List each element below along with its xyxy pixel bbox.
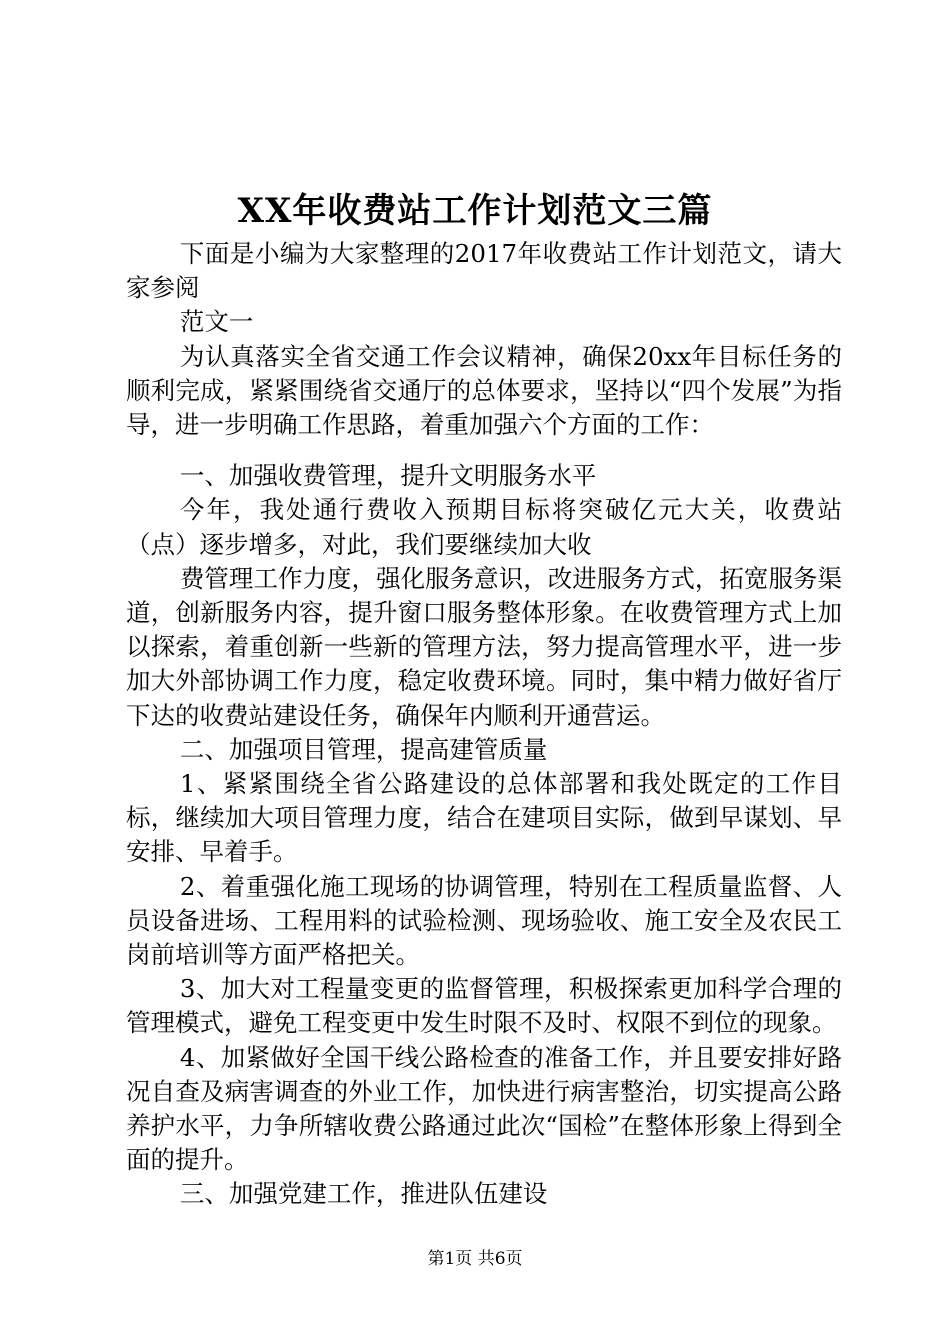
paragraph-intro: 下面是小编为大家整理的2017年收费站工作计划范文，请大家参阅	[126, 239, 842, 303]
document-body	[126, 237, 842, 1212]
document-title: XX年收费站工作计划范文三篇	[237, 191, 713, 231]
heading-section-1: 一、加强收费管理，提升文明服务水平	[179, 461, 597, 491]
paragraph-opening: 为认真落实全省交通工作会议精神，确保20xx年目标任务的顺利完成，紧紧围绕省交通厅的总体要求，坚持以“四个发展”为指导，进一步明确工作思路，着重加强六个方面的工作：	[126, 341, 842, 440]
paragraph-section-1a: 今年，我处通行费收入预期目标将突破亿元大关，收费站（点）逐步增多，对此，我们要继续加大收	[126, 495, 842, 559]
heading-section-2: 二、加强项目管理，提高建管质量	[179, 734, 548, 764]
paragraph-item-1: 1、紧紧围绕全省公路建设的总体部署和我处既定的工作目标，继续加大项目管理力度，结合在建项目实际，做到早谋划、早安排、早着手。	[126, 769, 842, 867]
paragraph-item-2: 2、着重强化施工现场的协调管理，特别在工程质量监督、人员设备进场、工程用料的试验检测、现场验收、施工安全及农民工岗前培训等方面严格把关。	[126, 871, 842, 970]
page-footer: 第1页 共6页	[427, 1249, 523, 1269]
heading-section-3: 三、加强党建工作，推进队伍建设	[179, 1179, 548, 1209]
paragraph-item-3: 3、加大对工程量变更的监督管理，积极探索更加科学合理的管理模式，避免工程变更中发生时限不及时、权限不到位的现象。	[126, 974, 842, 1038]
paragraph-item-4: 4、加紧做好全国干线公路检查的准备工作，并且要安排好路况自查及病害调查的外业工作，加快进行病害整治，切实提高公路养护水平，力争所辖收费公路通过此次“国检”在整体形象上得到全面的提升。	[126, 1042, 842, 1175]
paragraph-section-1b: 费管理工作力度，强化服务意识，改进服务方式，拓宽服务渠道，创新服务内容，提升窗口服务整体形象。在收费管理方式上加以探索，着重创新一些新的管理方法，努力提高管理水平，进一步加大外部协调工作力度，稳定收费环境。同时，集中精力做好省厅下达的收费站建设任务，确保年内顺利开通营运。	[126, 563, 842, 730]
paragraph-section-label: 范文一	[179, 307, 254, 337]
